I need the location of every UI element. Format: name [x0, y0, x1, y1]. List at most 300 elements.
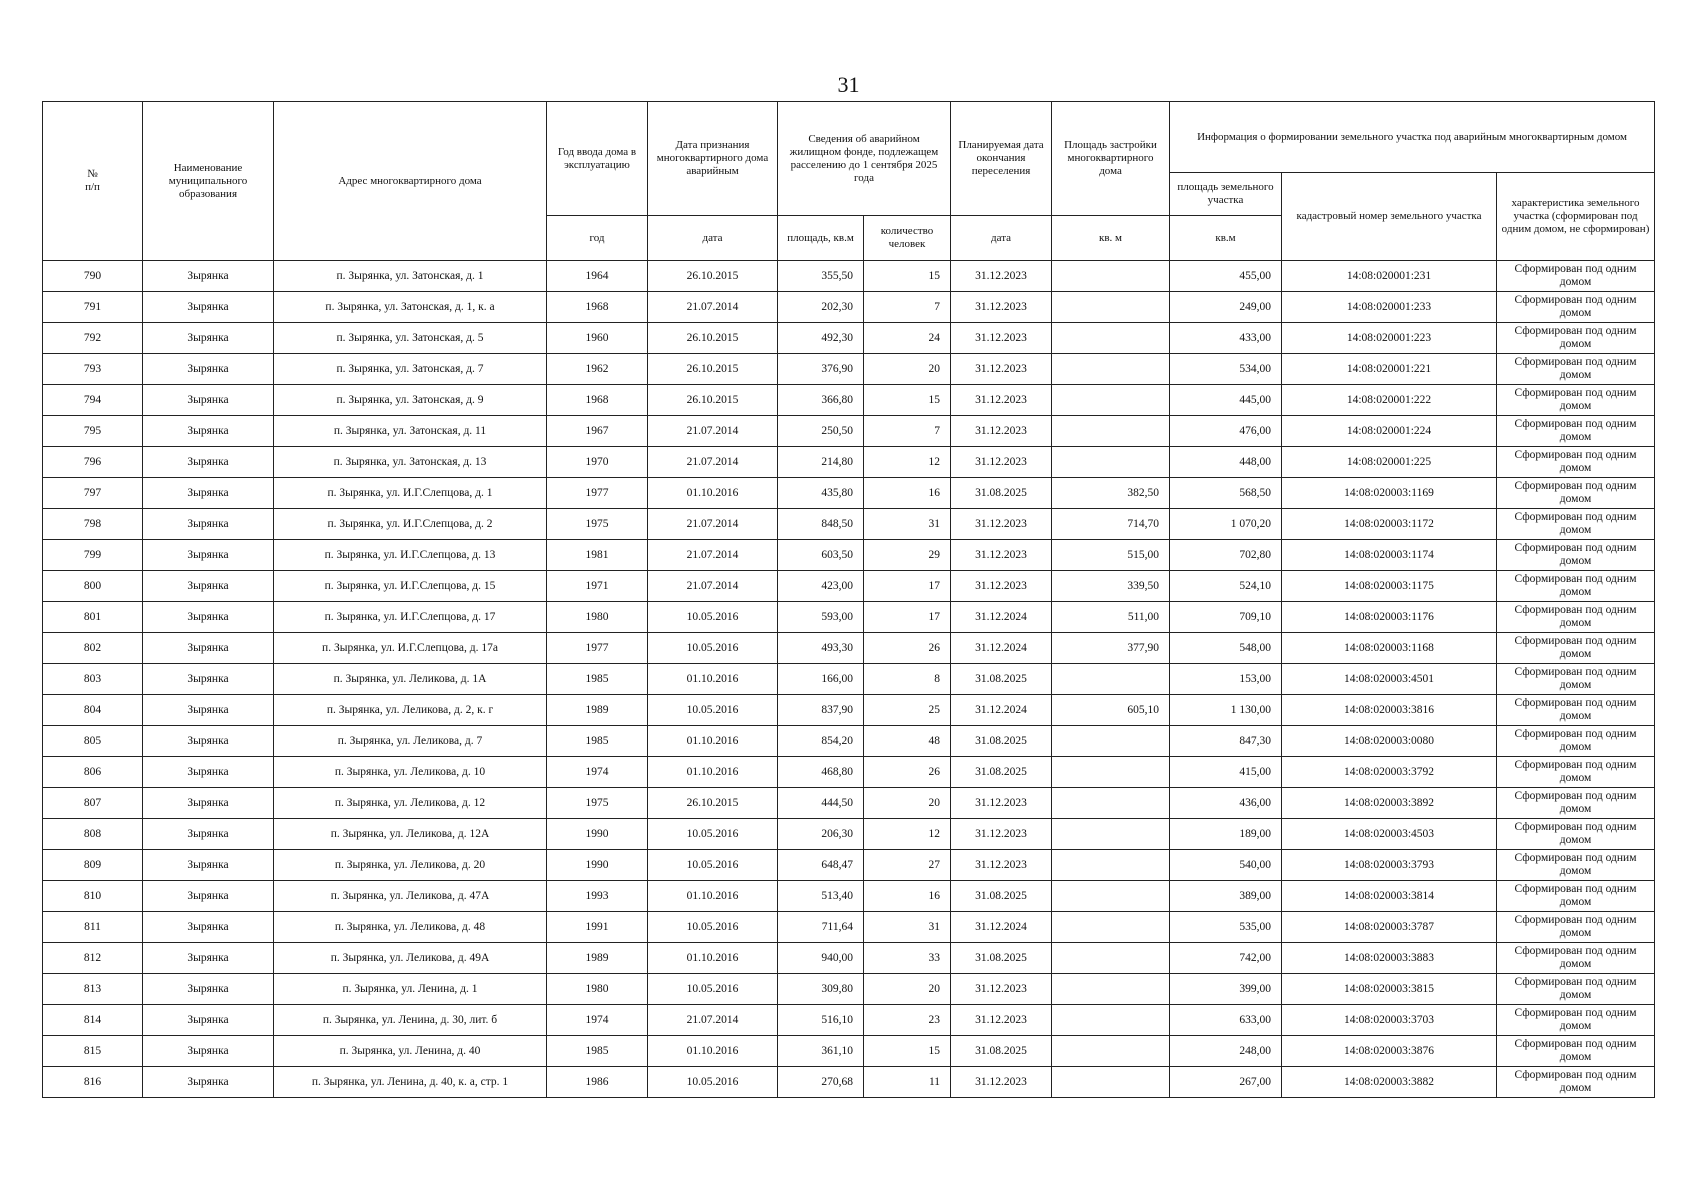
- row-people: 11: [864, 1067, 951, 1098]
- row-land-area: 742,00: [1170, 943, 1282, 974]
- row-area: 493,30: [778, 633, 864, 664]
- row-number: 799: [43, 540, 143, 571]
- table-row: [43, 416, 1655, 447]
- row-date-declared: 26.10.2015: [648, 354, 778, 385]
- row-number: 802: [43, 633, 143, 664]
- row-cadastral: 14:08:020001:225: [1282, 447, 1497, 478]
- row-people: 12: [864, 447, 951, 478]
- row-planned-date: 31.08.2025: [951, 1036, 1052, 1067]
- unit-date: дата: [648, 216, 778, 261]
- row-number: 811: [43, 912, 143, 943]
- row-municipality: Зырянка: [143, 819, 274, 850]
- row-address: п. Зырянка, ул. Затонская, д. 1, к. а: [274, 292, 547, 323]
- row-number: 804: [43, 695, 143, 726]
- row-number: 814: [43, 1005, 143, 1036]
- row-municipality: Зырянка: [143, 447, 274, 478]
- row-area: 468,80: [778, 757, 864, 788]
- row-date-declared: 01.10.2016: [648, 1036, 778, 1067]
- row-address: п. Зырянка, ул. Леликова, д. 12А: [274, 819, 547, 850]
- row-land-area: 476,00: [1170, 416, 1282, 447]
- row-area: 444,50: [778, 788, 864, 819]
- table-row: [43, 323, 1655, 354]
- row-land-char: Сформирован под одним домом: [1497, 726, 1655, 757]
- row-land-area: 534,00: [1170, 354, 1282, 385]
- table-row: [43, 540, 1655, 571]
- row-date-declared: 10.05.2016: [648, 602, 778, 633]
- row-area: 513,40: [778, 881, 864, 912]
- row-area: 309,80: [778, 974, 864, 1005]
- row-land-char: Сформирован под одним домом: [1497, 292, 1655, 323]
- row-land-area: 548,00: [1170, 633, 1282, 664]
- table-row: [43, 819, 1655, 850]
- row-planned-date: 31.08.2025: [951, 943, 1052, 974]
- row-land-area: 415,00: [1170, 757, 1282, 788]
- row-number: 801: [43, 602, 143, 633]
- row-year-built: 1977: [547, 633, 648, 664]
- row-planned-date: 31.12.2023: [951, 447, 1052, 478]
- row-area: 516,10: [778, 1005, 864, 1036]
- row-people: 7: [864, 292, 951, 323]
- row-area: 202,30: [778, 292, 864, 323]
- row-planned-date: 31.12.2024: [951, 633, 1052, 664]
- table-row: [43, 726, 1655, 757]
- row-people: 15: [864, 1036, 951, 1067]
- row-area: 648,47: [778, 850, 864, 881]
- row-land-area: 248,00: [1170, 1036, 1282, 1067]
- row-date-declared: 01.10.2016: [648, 943, 778, 974]
- row-address: п. Зырянка, ул. Леликова, д. 20: [274, 850, 547, 881]
- row-number: 800: [43, 571, 143, 602]
- row-cadastral: 14:08:020003:1175: [1282, 571, 1497, 602]
- row-land-area: 535,00: [1170, 912, 1282, 943]
- row-number: 792: [43, 323, 143, 354]
- row-land-char: Сформирован под одним домом: [1497, 571, 1655, 602]
- row-building-area: [1052, 385, 1170, 416]
- row-municipality: Зырянка: [143, 385, 274, 416]
- row-address: п. Зырянка, ул. Ленина, д. 30, лит. б: [274, 1005, 547, 1036]
- row-area: 214,80: [778, 447, 864, 478]
- row-year-built: 1975: [547, 509, 648, 540]
- row-year-built: 1968: [547, 292, 648, 323]
- row-address: п. Зырянка, ул. Затонская, д. 13: [274, 447, 547, 478]
- row-date-declared: 01.10.2016: [648, 726, 778, 757]
- row-building-area: [1052, 819, 1170, 850]
- row-year-built: 1971: [547, 571, 648, 602]
- row-area: 593,00: [778, 602, 864, 633]
- row-number: 816: [43, 1067, 143, 1098]
- table-row: [43, 695, 1655, 726]
- row-building-area: [1052, 416, 1170, 447]
- row-land-area: 1 070,20: [1170, 509, 1282, 540]
- row-date-declared: 10.05.2016: [648, 695, 778, 726]
- row-land-char: Сформирован под одним домом: [1497, 1036, 1655, 1067]
- row-municipality: Зырянка: [143, 1067, 274, 1098]
- row-cadastral: 14:08:020003:3703: [1282, 1005, 1497, 1036]
- row-cadastral: 14:08:020003:1174: [1282, 540, 1497, 571]
- table-row: [43, 1067, 1655, 1098]
- header-date-declared: Дата признания многоквартирного дома аварийным: [648, 102, 778, 216]
- row-people: 16: [864, 478, 951, 509]
- row-land-area: 448,00: [1170, 447, 1282, 478]
- row-people: 26: [864, 757, 951, 788]
- row-address: п. Зырянка, ул. И.Г.Слепцова, д. 13: [274, 540, 547, 571]
- unit-date2: дата: [951, 216, 1052, 261]
- table-row: [43, 292, 1655, 323]
- row-year-built: 1986: [547, 1067, 648, 1098]
- row-people: 26: [864, 633, 951, 664]
- row-planned-date: 31.12.2024: [951, 912, 1052, 943]
- row-year-built: 1968: [547, 385, 648, 416]
- row-date-declared: 21.07.2014: [648, 571, 778, 602]
- row-municipality: Зырянка: [143, 602, 274, 633]
- row-address: п. Зырянка, ул. Леликова, д. 47А: [274, 881, 547, 912]
- table-row: [43, 881, 1655, 912]
- row-land-char: Сформирован под одним домом: [1497, 788, 1655, 819]
- row-municipality: Зырянка: [143, 354, 274, 385]
- row-cadastral: 14:08:020003:3876: [1282, 1036, 1497, 1067]
- row-land-char: Сформирован под одним домом: [1497, 974, 1655, 1005]
- row-cadastral: 14:08:020003:3892: [1282, 788, 1497, 819]
- row-municipality: Зырянка: [143, 323, 274, 354]
- row-year-built: 1967: [547, 416, 648, 447]
- row-date-declared: 26.10.2015: [648, 323, 778, 354]
- row-number: 794: [43, 385, 143, 416]
- row-land-char: Сформирован под одним домом: [1497, 509, 1655, 540]
- row-year-built: 1977: [547, 478, 648, 509]
- row-building-area: [1052, 261, 1170, 292]
- row-planned-date: 31.12.2023: [951, 819, 1052, 850]
- row-people: 31: [864, 912, 951, 943]
- row-date-declared: 01.10.2016: [648, 664, 778, 695]
- row-land-char: Сформирован под одним домом: [1497, 664, 1655, 695]
- row-people: 20: [864, 974, 951, 1005]
- row-number: 803: [43, 664, 143, 695]
- unit-area: площадь, кв.м: [778, 216, 864, 261]
- row-address: п. Зырянка, ул. Затонская, д. 9: [274, 385, 547, 416]
- row-address: п. Зырянка, ул. Леликова, д. 49А: [274, 943, 547, 974]
- row-number: 791: [43, 292, 143, 323]
- row-cadastral: 14:08:020003:3815: [1282, 974, 1497, 1005]
- row-planned-date: 31.12.2023: [951, 540, 1052, 571]
- header-building-area: Площадь застройки многоквартирного дома: [1052, 102, 1170, 216]
- row-people: 27: [864, 850, 951, 881]
- row-address: п. Зырянка, ул. Леликова, д. 2, к. г: [274, 695, 547, 726]
- row-land-area: 389,00: [1170, 881, 1282, 912]
- row-people: 17: [864, 602, 951, 633]
- table-row: [43, 850, 1655, 881]
- row-municipality: Зырянка: [143, 912, 274, 943]
- row-number: 798: [43, 509, 143, 540]
- row-land-area: 189,00: [1170, 819, 1282, 850]
- row-land-area: 709,10: [1170, 602, 1282, 633]
- row-building-area: [1052, 323, 1170, 354]
- row-municipality: Зырянка: [143, 974, 274, 1005]
- row-cadastral: 14:08:020003:4503: [1282, 819, 1497, 850]
- row-municipality: Зырянка: [143, 571, 274, 602]
- row-municipality: Зырянка: [143, 540, 274, 571]
- row-land-char: Сформирован под одним домом: [1497, 323, 1655, 354]
- row-people: 20: [864, 788, 951, 819]
- row-land-char: Сформирован под одним домом: [1497, 447, 1655, 478]
- row-planned-date: 31.12.2023: [951, 974, 1052, 1005]
- row-municipality: Зырянка: [143, 261, 274, 292]
- row-date-declared: 01.10.2016: [648, 757, 778, 788]
- row-area: 848,50: [778, 509, 864, 540]
- table-row: [43, 571, 1655, 602]
- table-row: [43, 788, 1655, 819]
- row-people: 23: [864, 1005, 951, 1036]
- row-cadastral: 14:08:020003:1169: [1282, 478, 1497, 509]
- row-land-char: Сформирован под одним домом: [1497, 819, 1655, 850]
- row-planned-date: 31.12.2023: [951, 323, 1052, 354]
- row-building-area: 511,00: [1052, 602, 1170, 633]
- row-land-char: Сформирован под одним домом: [1497, 602, 1655, 633]
- row-address: п. Зырянка, ул. И.Г.Слепцова, д. 17а: [274, 633, 547, 664]
- row-number: 809: [43, 850, 143, 881]
- row-cadastral: 14:08:020003:1172: [1282, 509, 1497, 540]
- row-year-built: 1985: [547, 664, 648, 695]
- row-people: 31: [864, 509, 951, 540]
- row-date-declared: 01.10.2016: [648, 478, 778, 509]
- row-land-char: Сформирован под одним домом: [1497, 1067, 1655, 1098]
- row-planned-date: 31.08.2025: [951, 757, 1052, 788]
- row-area: 355,50: [778, 261, 864, 292]
- row-planned-date: 31.12.2023: [951, 354, 1052, 385]
- row-planned-date: 31.12.2023: [951, 788, 1052, 819]
- row-planned-date: 31.12.2023: [951, 261, 1052, 292]
- row-municipality: Зырянка: [143, 943, 274, 974]
- row-address: п. Зырянка, ул. Леликова, д. 12: [274, 788, 547, 819]
- row-land-area: 702,80: [1170, 540, 1282, 571]
- row-land-area: 436,00: [1170, 788, 1282, 819]
- row-land-area: 540,00: [1170, 850, 1282, 881]
- row-address: п. Зырянка, ул. Ленина, д. 40, к. а, стр. 1: [274, 1067, 547, 1098]
- row-municipality: Зырянка: [143, 1005, 274, 1036]
- row-land-char: Сформирован под одним домом: [1497, 354, 1655, 385]
- row-number: 790: [43, 261, 143, 292]
- row-planned-date: 31.12.2023: [951, 850, 1052, 881]
- row-area: 366,80: [778, 385, 864, 416]
- row-municipality: Зырянка: [143, 850, 274, 881]
- row-year-built: 1989: [547, 695, 648, 726]
- row-year-built: 1974: [547, 757, 648, 788]
- row-date-declared: 26.10.2015: [648, 385, 778, 416]
- row-building-area: 515,00: [1052, 540, 1170, 571]
- row-land-area: 633,00: [1170, 1005, 1282, 1036]
- row-number: 795: [43, 416, 143, 447]
- row-planned-date: 31.12.2023: [951, 385, 1052, 416]
- row-address: п. Зырянка, ул. И.Г.Слепцова, д. 17: [274, 602, 547, 633]
- row-building-area: [1052, 943, 1170, 974]
- row-land-char: Сформирован под одним домом: [1497, 943, 1655, 974]
- row-municipality: Зырянка: [143, 416, 274, 447]
- row-people: 24: [864, 323, 951, 354]
- row-cadastral: 14:08:020003:1168: [1282, 633, 1497, 664]
- row-building-area: [1052, 788, 1170, 819]
- row-number: 797: [43, 478, 143, 509]
- row-address: п. Зырянка, ул. И.Г.Слепцова, д. 2: [274, 509, 547, 540]
- row-address: п. Зырянка, ул. Леликова, д. 1А: [274, 664, 547, 695]
- row-number: 812: [43, 943, 143, 974]
- row-municipality: Зырянка: [143, 1036, 274, 1067]
- row-land-char: Сформирован под одним домом: [1497, 540, 1655, 571]
- row-building-area: [1052, 354, 1170, 385]
- row-people: 7: [864, 416, 951, 447]
- row-building-area: [1052, 1067, 1170, 1098]
- row-year-built: 1974: [547, 1005, 648, 1036]
- row-planned-date: 31.12.2023: [951, 571, 1052, 602]
- row-planned-date: 31.08.2025: [951, 478, 1052, 509]
- row-year-built: 1960: [547, 323, 648, 354]
- header-address: Адрес многоквартирного дома: [274, 102, 547, 261]
- row-building-area: 382,50: [1052, 478, 1170, 509]
- table-row: [43, 664, 1655, 695]
- table-row: [43, 757, 1655, 788]
- header-cadastral: кадастровый номер земельного участка: [1282, 173, 1497, 261]
- row-address: п. Зырянка, ул. Затонская, д. 5: [274, 323, 547, 354]
- row-number: 793: [43, 354, 143, 385]
- row-land-char: Сформирован под одним домом: [1497, 261, 1655, 292]
- row-year-built: 1980: [547, 602, 648, 633]
- unit-year: год: [547, 216, 648, 261]
- unit-sqm2: кв.м: [1170, 216, 1282, 261]
- row-year-built: 1970: [547, 447, 648, 478]
- row-year-built: 1964: [547, 261, 648, 292]
- row-people: 29: [864, 540, 951, 571]
- header-emergency-info: Сведения об аварийном жилищном фонде, подлежащем расселению до 1 сентября 2025 года: [778, 102, 951, 216]
- row-year-built: 1989: [547, 943, 648, 974]
- row-municipality: Зырянка: [143, 292, 274, 323]
- row-people: 12: [864, 819, 951, 850]
- row-number: 813: [43, 974, 143, 1005]
- row-land-area: 445,00: [1170, 385, 1282, 416]
- row-number: 805: [43, 726, 143, 757]
- row-cadastral: 14:08:020003:3787: [1282, 912, 1497, 943]
- row-cadastral: 14:08:020003:0080: [1282, 726, 1497, 757]
- row-date-declared: 21.07.2014: [648, 1005, 778, 1036]
- row-date-declared: 01.10.2016: [648, 881, 778, 912]
- row-area: 492,30: [778, 323, 864, 354]
- page-number: 31: [837, 72, 860, 97]
- row-cadastral: 14:08:020003:3814: [1282, 881, 1497, 912]
- row-number: 808: [43, 819, 143, 850]
- row-year-built: 1981: [547, 540, 648, 571]
- row-year-built: 1990: [547, 850, 648, 881]
- table-row: [43, 943, 1655, 974]
- row-cadastral: 14:08:020001:223: [1282, 323, 1497, 354]
- row-address: п. Зырянка, ул. Затонская, д. 7: [274, 354, 547, 385]
- row-area: 166,00: [778, 664, 864, 695]
- row-address: п. Зырянка, ул. И.Г.Слепцова, д. 1: [274, 478, 547, 509]
- table-row: [43, 912, 1655, 943]
- table-row: [43, 354, 1655, 385]
- row-year-built: 1993: [547, 881, 648, 912]
- table-row: [43, 1005, 1655, 1036]
- header-num: № п/п: [43, 102, 143, 261]
- row-year-built: 1991: [547, 912, 648, 943]
- row-area: 270,68: [778, 1067, 864, 1098]
- row-land-char: Сформирован под одним домом: [1497, 385, 1655, 416]
- row-number: 815: [43, 1036, 143, 1067]
- row-date-declared: 21.07.2014: [648, 292, 778, 323]
- header-municipality: Наименование муниципального образования: [143, 102, 274, 261]
- row-address: п. Зырянка, ул. И.Г.Слепцова, д. 15: [274, 571, 547, 602]
- row-land-char: Сформирован под одним домом: [1497, 695, 1655, 726]
- row-building-area: [1052, 974, 1170, 1005]
- row-municipality: Зырянка: [143, 881, 274, 912]
- row-land-area: 1 130,00: [1170, 695, 1282, 726]
- table-row: [43, 478, 1655, 509]
- row-address: п. Зырянка, ул. Леликова, д. 7: [274, 726, 547, 757]
- row-building-area: 714,70: [1052, 509, 1170, 540]
- row-planned-date: 31.08.2025: [951, 664, 1052, 695]
- table-row: [43, 447, 1655, 478]
- row-land-char: Сформирован под одним домом: [1497, 416, 1655, 447]
- row-building-area: [1052, 664, 1170, 695]
- table-row: [43, 1036, 1655, 1067]
- row-planned-date: 31.12.2024: [951, 602, 1052, 633]
- row-building-area: [1052, 850, 1170, 881]
- row-year-built: 1975: [547, 788, 648, 819]
- row-address: п. Зырянка, ул. Леликова, д. 10: [274, 757, 547, 788]
- unit-sqm: кв. м: [1052, 216, 1170, 261]
- row-municipality: Зырянка: [143, 478, 274, 509]
- row-date-declared: 26.10.2015: [648, 788, 778, 819]
- row-municipality: Зырянка: [143, 695, 274, 726]
- row-land-area: 433,00: [1170, 323, 1282, 354]
- row-land-area: 847,30: [1170, 726, 1282, 757]
- row-planned-date: 31.08.2025: [951, 726, 1052, 757]
- row-people: 17: [864, 571, 951, 602]
- row-building-area: 377,90: [1052, 633, 1170, 664]
- row-year-built: 1990: [547, 819, 648, 850]
- row-cadastral: 14:08:020003:1176: [1282, 602, 1497, 633]
- row-municipality: Зырянка: [143, 509, 274, 540]
- row-date-declared: 10.05.2016: [648, 850, 778, 881]
- row-cadastral: 14:08:020003:3793: [1282, 850, 1497, 881]
- row-building-area: [1052, 757, 1170, 788]
- row-date-declared: 21.07.2014: [648, 509, 778, 540]
- row-land-area: 524,10: [1170, 571, 1282, 602]
- row-land-area: 399,00: [1170, 974, 1282, 1005]
- row-date-declared: 10.05.2016: [648, 974, 778, 1005]
- row-area: 250,50: [778, 416, 864, 447]
- row-year-built: 1962: [547, 354, 648, 385]
- row-date-declared: 10.05.2016: [648, 819, 778, 850]
- row-municipality: Зырянка: [143, 726, 274, 757]
- row-municipality: Зырянка: [143, 788, 274, 819]
- table-row: [43, 261, 1655, 292]
- row-people: 15: [864, 261, 951, 292]
- row-number: 807: [43, 788, 143, 819]
- row-cadastral: 14:08:020003:3883: [1282, 943, 1497, 974]
- row-cadastral: 14:08:020003:3882: [1282, 1067, 1497, 1098]
- row-building-area: [1052, 1036, 1170, 1067]
- row-planned-date: 31.12.2023: [951, 416, 1052, 447]
- row-land-char: Сформирован под одним домом: [1497, 1005, 1655, 1036]
- row-number: 810: [43, 881, 143, 912]
- row-area: 711,64: [778, 912, 864, 943]
- row-cadastral: 14:08:020001:233: [1282, 292, 1497, 323]
- row-area: 940,00: [778, 943, 864, 974]
- row-address: п. Зырянка, ул. Леликова, д. 48: [274, 912, 547, 943]
- row-land-char: Сформирован под одним домом: [1497, 757, 1655, 788]
- row-address: п. Зырянка, ул. Ленина, д. 1: [274, 974, 547, 1005]
- row-land-char: Сформирован под одним домом: [1497, 881, 1655, 912]
- row-area: 206,30: [778, 819, 864, 850]
- row-year-built: 1980: [547, 974, 648, 1005]
- row-land-area: 455,00: [1170, 261, 1282, 292]
